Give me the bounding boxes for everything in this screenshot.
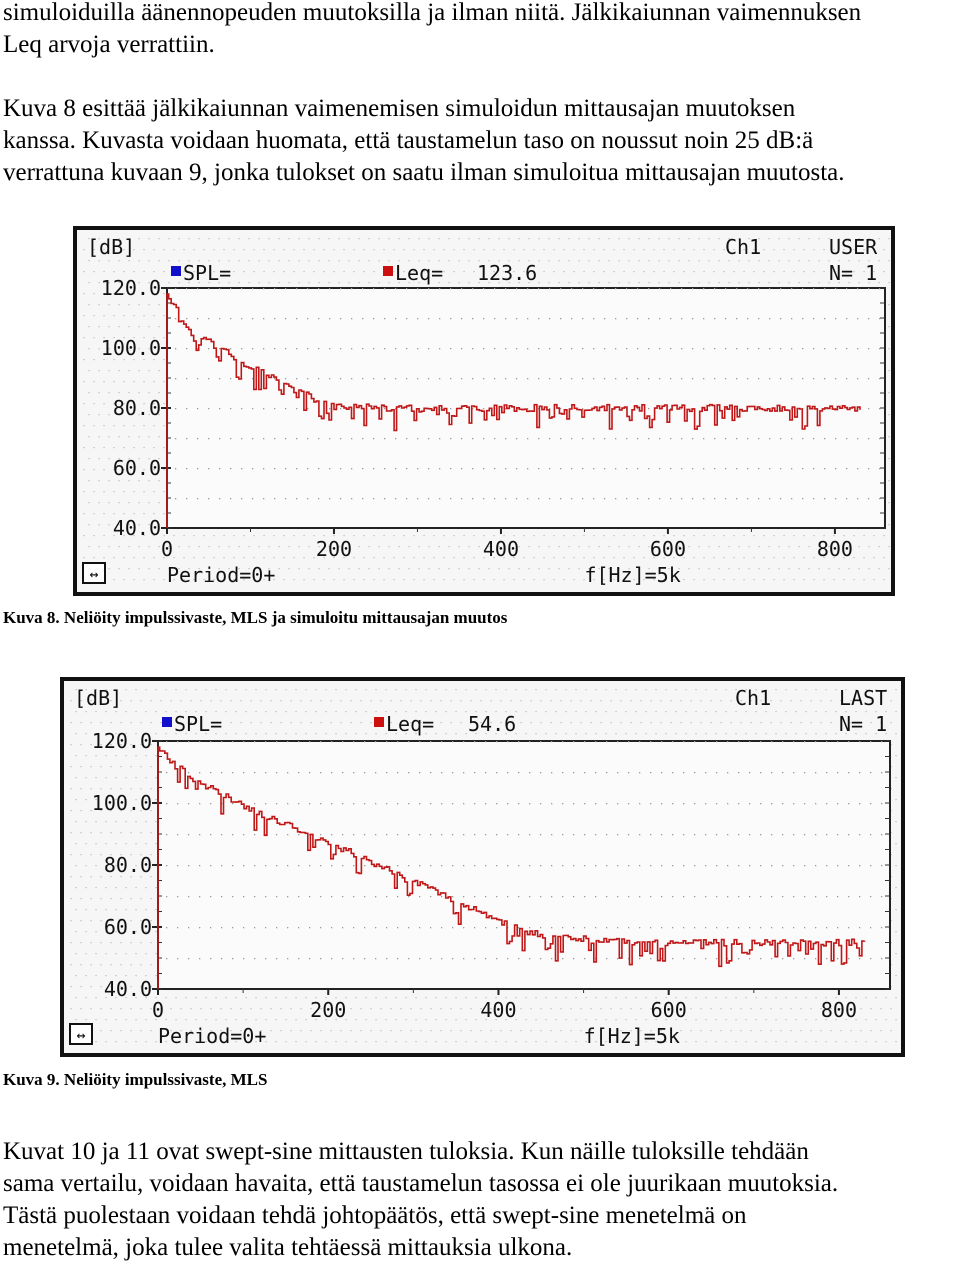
paragraph-line: Kuvat 10 ja 11 ovat swept-sine mittausten tuloksia. Kun näille tuloksille tehdään bbox=[3, 1138, 809, 1165]
y-tick-label: 120.0 bbox=[100, 276, 161, 300]
y-tick-label: 100.0 bbox=[100, 336, 161, 360]
averages-label: N= 1 bbox=[829, 261, 878, 285]
paragraph-line: menetelmä, joka tulee valita tehtäessä mittauksia ulkona. bbox=[3, 1234, 573, 1261]
x-tick-label: 0 bbox=[151, 998, 165, 1022]
paragraph-line: Tästä puolestaan voidaan tehdä johtopäätös, että swept-sine menetelmä on bbox=[3, 1202, 747, 1229]
mode-label: LAST bbox=[839, 686, 888, 710]
analyzer-plot bbox=[73, 226, 895, 596]
x-tick-label: 600 bbox=[649, 537, 686, 561]
x-tick-label: 600 bbox=[650, 998, 687, 1022]
y-tick-label: 100.0 bbox=[91, 791, 152, 815]
paragraph-line: kanssa. Kuvasta voidaan huomata, että taustamelun taso on noussut noin 25 dB:ä bbox=[3, 127, 814, 154]
analyzer-plot bbox=[60, 677, 905, 1057]
averages-label: N= 1 bbox=[839, 712, 888, 736]
intro-paragraph bbox=[3, 0, 960, 61]
mode-label: USER bbox=[829, 235, 878, 259]
x-tick-label: 0 bbox=[160, 537, 174, 561]
y-tick-label: 40.0 bbox=[112, 516, 161, 540]
x-tick-label: 200 bbox=[315, 537, 353, 561]
leq-label: Leq= bbox=[386, 712, 435, 736]
leq-marker-icon bbox=[383, 266, 393, 276]
channel-label: Ch1 bbox=[725, 235, 762, 259]
y-tick-label: 40.0 bbox=[103, 977, 152, 1001]
y-tick-label: 80.0 bbox=[103, 853, 152, 877]
figure-9-caption: Kuva 9. Neliöity impulssivaste, MLS bbox=[3, 1070, 268, 1089]
period-label: Period=0+ bbox=[158, 1024, 267, 1048]
spl-label: SPL= bbox=[174, 712, 223, 736]
leq-value: 54.6 bbox=[468, 712, 517, 736]
unit-label: [dB] bbox=[74, 686, 123, 710]
paragraph-line: verrattuna kuvaan 9, jonka tulokset on saatu ilman simuloitua mittausajan muutosta. bbox=[3, 159, 845, 186]
spl-marker-icon bbox=[162, 717, 172, 727]
y-tick-label: 60.0 bbox=[103, 915, 152, 939]
x-tick-label: 200 bbox=[310, 998, 347, 1022]
x-tick-label: 800 bbox=[820, 998, 857, 1022]
unit-label: [dB] bbox=[87, 235, 136, 259]
spl-marker-icon bbox=[171, 266, 181, 276]
range-arrows-glyph: ↔ bbox=[89, 565, 99, 583]
y-tick-label: 60.0 bbox=[112, 456, 161, 480]
range-arrows-glyph: ↔ bbox=[76, 1026, 86, 1044]
x-tick-label: 400 bbox=[482, 537, 520, 561]
spl-label: SPL= bbox=[183, 261, 232, 285]
frequency-label: f[Hz]=5k bbox=[583, 1024, 680, 1048]
conclusion-paragraph bbox=[3, 1136, 960, 1264]
paragraph-line: Kuva 8 esittää jälkikaiunnan vaimenemisen simuloidun mittausajan muutoksen bbox=[3, 95, 796, 122]
y-tick-label: 80.0 bbox=[112, 396, 161, 420]
figure-8-analyzer-screen bbox=[73, 226, 895, 596]
x-tick-label: 400 bbox=[480, 998, 517, 1022]
frequency-label: f[Hz]=5k bbox=[584, 563, 681, 587]
paragraph-line: Leq arvoja verrattiin. bbox=[3, 31, 215, 58]
leq-label: Leq= bbox=[395, 261, 444, 285]
y-tick-label: 120.0 bbox=[91, 729, 152, 753]
paragraph-line: simuloiduilla äänennopeuden muutoksilla ja ilman niitä. Jälkikaiunnan vaimennuksen bbox=[3, 0, 862, 26]
paragraph-line: sama vertailu, voidaan havaita, että taustamelun tasossa ei ole juurikaan muutoksia. bbox=[3, 1170, 839, 1197]
channel-label: Ch1 bbox=[735, 686, 772, 710]
plot-area bbox=[158, 741, 890, 989]
figure8-description-paragraph bbox=[3, 93, 960, 189]
x-tick-label: 800 bbox=[816, 537, 853, 561]
figure-8-caption: Kuva 8. Neliöity impulssivaste, MLS ja simuloitu mittausajan muutos bbox=[3, 608, 508, 627]
leq-value: 123.6 bbox=[477, 261, 538, 285]
leq-marker-icon bbox=[374, 717, 384, 727]
period-label: Period=0+ bbox=[167, 563, 276, 587]
figure-9-analyzer-screen bbox=[60, 677, 905, 1057]
